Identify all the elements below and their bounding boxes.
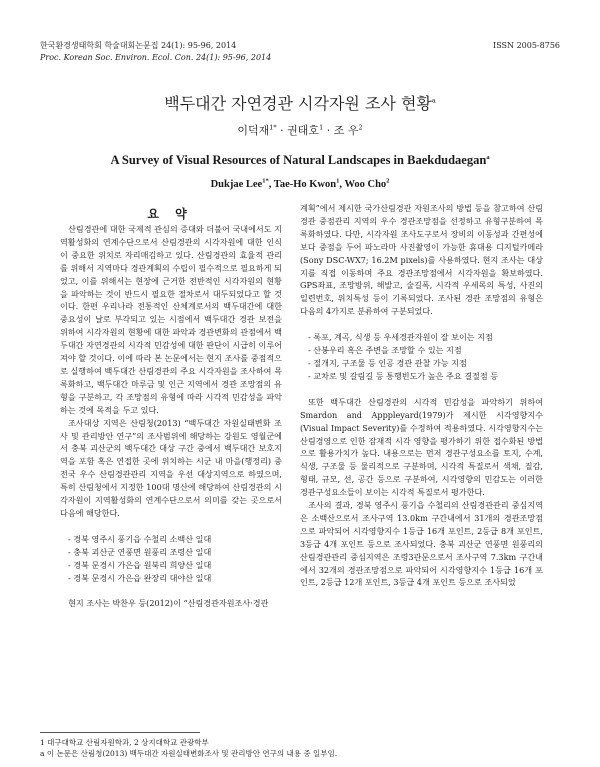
author-en-3-mark: 2 (386, 177, 390, 185)
journal-header (40, 40, 271, 64)
title-korean-mark: a (431, 96, 436, 105)
right-column (300, 202, 543, 589)
title-korean-text: 백두대간 자연경관 시각자원 조사 현황 (164, 94, 432, 113)
author-en-2-mark: 1 (336, 177, 340, 185)
author-ko-3: 조 우 (333, 124, 359, 137)
author-ko-1: 이덕재 (237, 124, 270, 137)
abstract-paragraph-2: 조사대상 지역은 산림청(2013) “백두대간 자원실태변화 조사 및 관리방안 연구”의 조사범위에 해당하는 강원도 영월군에서 충북 괴산군의 백두대간 대상 구간 중에서 백두대간 보호지역을 포함 혹은 연접한 곳에 위치하는 시군 내 마을(행정리) 중 전국 우수 산림경관관리 지역을 우선 대상지역으로 하였으며, 특히 산림청에서 지정한 100대 명산에 해당하여 산림경관의 시각자원이 지역활성화의 연계수단으로서 의미를 갖는 곳으로서 다음에 해당한다. (60, 417, 282, 518)
abstract-heading: 요 약 (147, 207, 193, 221)
left-column (60, 223, 282, 610)
list-item: - 경북 영주시 풍기읍 수철리 소백산 일대 (68, 533, 212, 544)
journal-citation-ko: 한국환경생태학회 학술대회논문집 24(1): 95-96, 2014 (40, 41, 237, 50)
list-item: - 경북 문경시 가은읍 원북리 희양산 일대 (68, 559, 212, 570)
list-item: - 교차로 및 갈림길 등 통행빈도가 높은 주요 결절점 등 (308, 370, 499, 381)
title-korean (40, 94, 560, 114)
author-ko-2: 권태호 (287, 124, 320, 137)
list-item: - 록포, 계곡, 식생 등 우세경관자원이 잘 보이는 지점 (308, 332, 493, 343)
footnote-funding: a 이 논문은 산림청(2013) 백두대간 자원실태변화조사 및 관리방안 연구의 내용 중 일부임. (40, 749, 338, 758)
list-item: - 산봉우리 혹은 주변을 조망할 수 있는 지점 (308, 345, 462, 356)
viewpoint-type-list (300, 331, 543, 383)
authors-english: Dukjae Lee$^{1*}$, Tae-Ho Kwon$^1$, Woo Cho$^2$ (210, 177, 390, 190)
body-paragraph-2: 또한 백두대간 산림경관의 시각적 민감성을 파악하기 위하여 Smardon and Apppleyard(1979)가 제시한 시각영향지수(Visual Impact Severity)를 수정하여 적용하였다. 시각영향지수는 산림경영으로 인한 잠재적 시각 영향을 평가하기 위한 접수화된 방법으로 활용가치가 높다. 내용으로는 먼저 경관구성요소를 토지, 수계, 식생, 구조물 등 물리적으로 구분하며, 시각적 특질로서 색채, 질감, 형태, 규모, 선, 공간 등으로 구분하여, 시각영향의 민감도는 이러한 경관구성요소들이 보이는 시각적 특질로서 평가한다. (300, 396, 543, 498)
title-english-mark: a (486, 153, 490, 161)
list-item: - 충북 괴산군 연풍면 원풍리 조령산 일대 (68, 546, 212, 557)
author-ko-1-mark: 1* (269, 123, 277, 132)
abstract-paragraph-1: 산림경관에 대한 국제적 관심의 증대와 더불어 국내에서도 지역활성화의 연계수단으로서 산림경관의 시각자원에 대한 인식이 중요한 위치로 자리매김하고 있다. 산림경관의 효율적 관리를 위해서 지역마다 경관계획의 수립이 필수적으로 필요하게 되었고, 이를 위해서는 현장에 근거한 전반적인 시각자원의 현황을 파악하는 것이 반드시 필요한 절차로서 대두되었다고 할 것이다. 한편 우리나라 전통적인 산체계로서의 백두대간에 대한 중요성이 날로 부각되고 있는 시점에서 백두대간 경관 보전을 위하여 시각자원의 현황에 대한 파악과 경관변화의 관점에서 백두대간 자연경관의 시각적 민감성에 대한 판단이 시급히 이루어져야 할 것이다. 이에 따라 본 논문에서는 현지 조사를 중점적으로 실행하여 백두대간 산림경관의 주요 시각자원을 조사하여 목록화하고, 백두대간 마루금 및 인근 지역에서 경관 조망점의 유형을 구분하고, 각 조망점의 유형에 따라 시각적 민감성을 파악하는 것에 목적을 두고 있다. (60, 224, 282, 415)
issn: ISSN 2005-8756 (493, 41, 560, 50)
author-ko-2-mark: 1 (319, 123, 324, 132)
abstract-paragraph-3: 현지 조사는 박찬우 등(2012)이 “산림경관자원조사·경관 (68, 598, 269, 609)
author-en-1-mark: 1* (262, 177, 269, 185)
author-separator: · (280, 124, 284, 137)
author-separator: · (326, 124, 331, 137)
title-english (40, 152, 560, 168)
authors-korean (40, 124, 560, 138)
title-english-text: A Survey of Visual Resources of Natural Landscapes in Baekdudaegan (110, 153, 487, 167)
author-en-2: Tae-Ho Kwon (273, 179, 337, 190)
author-en-1: Dukjae Lee (210, 179, 263, 190)
body-paragraph-1: 계획”에서 제시한 국가산림경관 자원조사의 방법 등을 참고하여 산림경관 중점관리 지역의 우수 경관조망점을 선정하고 유형구분하여 목록화하였다. 다만, 시각자원 조사도구로서 장비의 이동성과 간편성에 보다 중점을 두어 파노라마 사진촬영이 가능한 휴대용 디지털카메라(Sony DSC-WX7; 16.2M pixels)를 사용하였다. 현지 조사는 대상지를 직접 이동하며 주요 경관조망점에서 시각자원을 확보하였다. GPS좌표, 조망방위, 해발고, 술길폭, 시각적 우세목의 특성, 사진의 일련번호, 위치특성 등이 기록되었다. 조사된 경관 조망점의 유형은 다음의 4가지로 분류하여 구분되었다. (300, 203, 543, 317)
footnote-affiliations: 1 대구대학교 산림자원학과, 2 상지대학교 관광학부 (40, 738, 209, 747)
body-paragraph-3: 조사의 결과, 경북 영주시 풍기읍 수철리의 산림경관관리 중심지역은 소백산으로서 조사구역 13.0km 구간내에서 31개의 경관조망점으로 파악되어 시각영향지수 1등급 16개 포인트, 2등급 8개 포인트, 3등급 4개 포인트 등으로 조사되었다. 충북 괴산군 연풍면 원풍리의 산림경관관리 중심지역은 조령3관문으로서 조사구역 7.3km 구간내에서 32개의 경관조망점으로 파악되어 시각영향지수 1등급 16개 포인트, 2등급 12개 포인트, 3등급 4개 포인트 등으로 조사되었 (300, 500, 543, 588)
study-site-list (60, 533, 282, 585)
footnotes (40, 737, 560, 759)
footnote-rule (40, 732, 200, 733)
journal-citation-en: Proc. Korean Soc. Environ. Ecol. Con. 24(1): 95-96, 2014 (40, 53, 272, 62)
list-item: - 경북 문경시 가은읍 완장리 대야산 일대 (68, 572, 212, 583)
list-item: - 절개지, 구조물 등 인공 경관 관찰 가능 지점 (308, 357, 467, 368)
author-en-3: Woo Cho (344, 179, 387, 190)
author-ko-3-mark: 2 (358, 123, 363, 132)
